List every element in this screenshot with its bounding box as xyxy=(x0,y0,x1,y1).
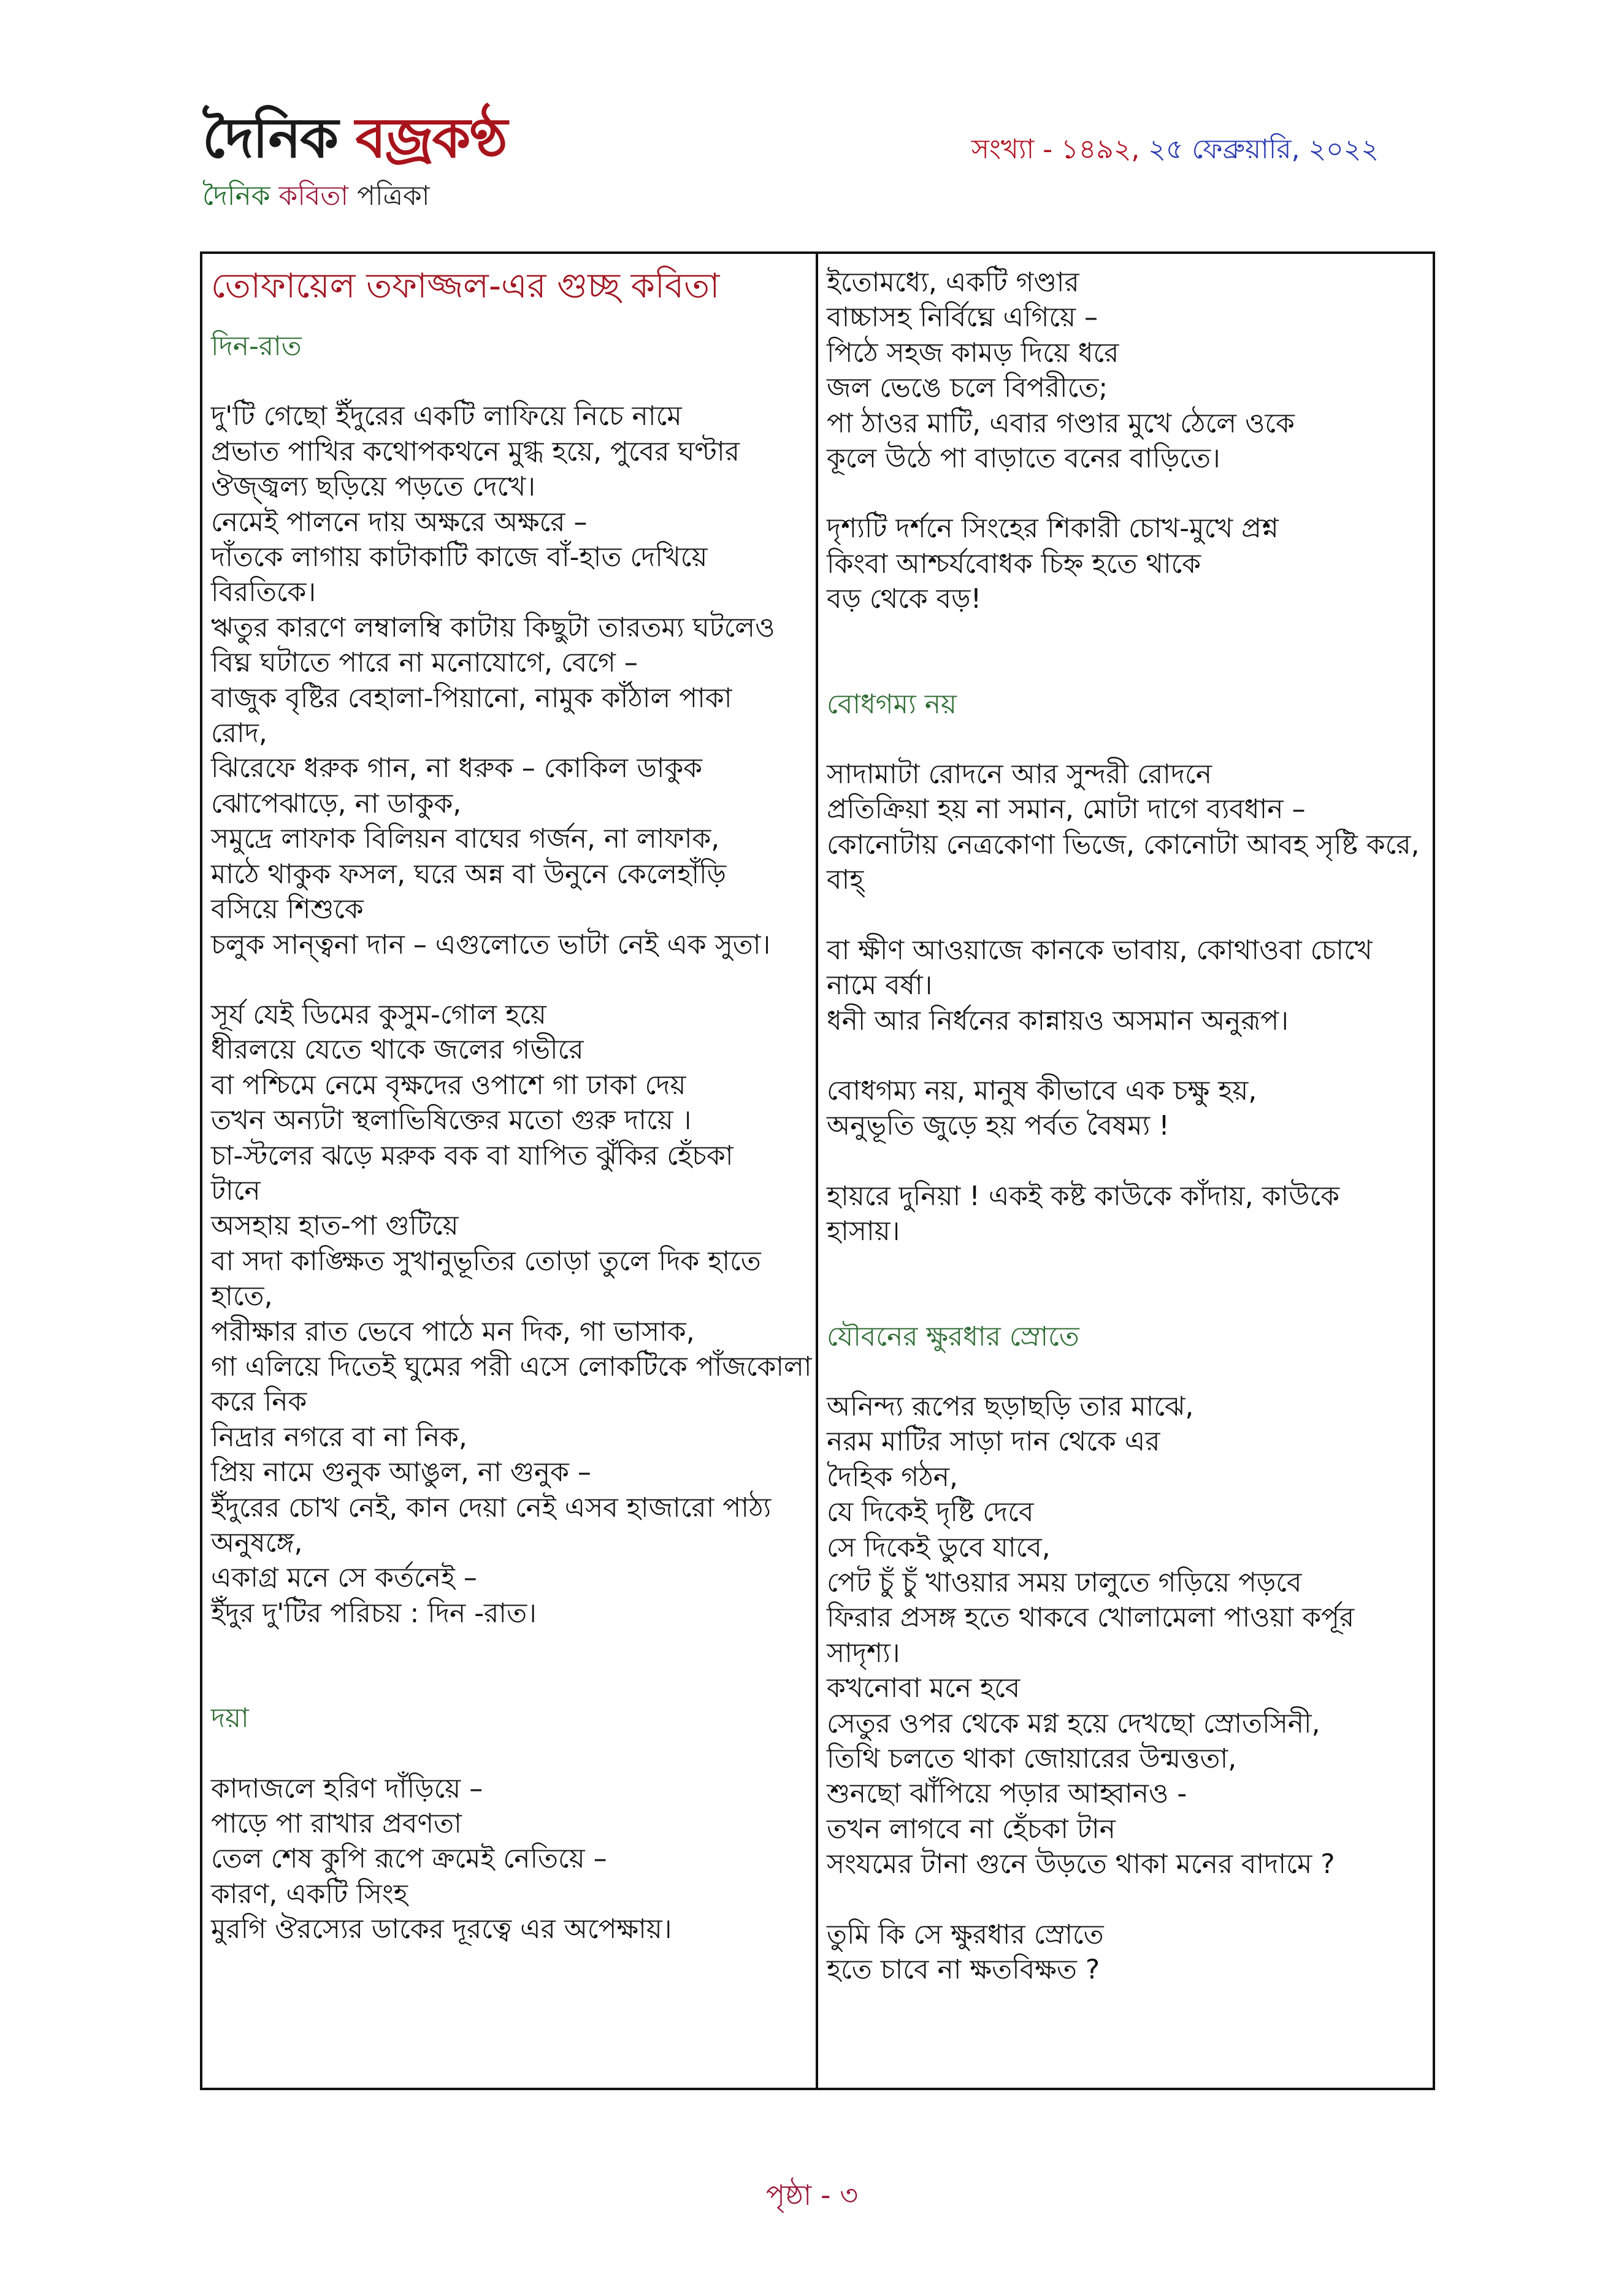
poem-line: সাদৃশ্য। xyxy=(827,1637,900,1669)
poem-line: হাতে, xyxy=(211,1281,273,1312)
title-part-bajrakantha: বজ্রকণ্ঠ xyxy=(355,105,507,170)
issue-info xyxy=(971,129,1379,174)
poem-line: কিংবা আশ্চর্যবোধক চিহ্ন হতে থাকে xyxy=(827,548,1201,580)
poem-line: ঋতুর কারণে লম্বালম্বি কাটায় কিছুটা তারতম্য ঘটলেও xyxy=(211,611,775,643)
tagline xyxy=(202,175,507,220)
poem-line: কোনোটায় নেত্রকোণা ভিজে, কোনোটা আবহ সৃষ্টি করে, xyxy=(827,829,1420,860)
poem-line: তখন লাগবে না হেঁচকা টান xyxy=(827,1813,1116,1845)
poem-line: ফিরার প্রসঙ্গ হতে থাকবে খোলামেলা পাওয়া কর্পূর xyxy=(827,1602,1355,1634)
poem-heading-daya: দয়া xyxy=(211,1703,249,1734)
poem-line: পেট চুঁ চুঁ খাওয়ার সময় ঢালুতে গড়িয়ে পড়বে xyxy=(827,1566,1302,1598)
poem-line: তুমি কি সে ক্ষুরধার স্রোতে xyxy=(827,1918,1104,1950)
poem-line: কখনোবা মনে হবে xyxy=(827,1672,1021,1704)
poem-line: প্রতিক্রিয়া হয় না সমান, মোটা দাগে ব্যবধান – xyxy=(827,794,1306,826)
column-divider xyxy=(816,251,818,2090)
spacer xyxy=(827,652,1425,687)
poem-line: পিঠে সহজ কামড় দিয়ে ধরে xyxy=(827,337,1119,369)
masthead xyxy=(202,104,507,220)
poem-line: পাড়ে পা রাখার প্রবণতা xyxy=(211,1808,462,1840)
spacer xyxy=(211,1666,809,1701)
poem-line: পা ঠাওর মাটি, এবার গণ্ডার মুখে ঠেলে ওকে xyxy=(827,407,1295,439)
poem-line: সেতুর ওপর থেকে মগ্ন হয়ে দেখছো স্রোতসিনী, xyxy=(827,1707,1320,1739)
poem-line: করে নিক xyxy=(211,1386,307,1418)
left-column xyxy=(211,265,812,1982)
poem-line: নেমেই পালনে দায় অক্ষরে অক্ষরে – xyxy=(211,506,588,538)
poem-line: বাজুক বৃষ্টির বেহালা-পিয়ানো, নামুক কাঁঠাল পাকা xyxy=(211,682,732,714)
poem-line: বোধগম্য নয়, মানুষ কীভাবে এক চক্ষু হয়, xyxy=(827,1075,1257,1106)
poem-line: বড় থেকে বড়! xyxy=(827,583,982,615)
poem-line: তেল শেষ কুপি রূপে ক্রমেই নেতিয়ে – xyxy=(211,1843,607,1875)
poem-line: চলুক সান্ত্বনা দান – এগুলোতে ভাটা নেই এক সুতা। xyxy=(211,929,771,960)
poem-stanza xyxy=(827,1073,1425,1144)
poem-stanza xyxy=(211,399,809,962)
poem-stanza xyxy=(211,1771,809,1947)
poem-line: শুনছো ঝাঁপিয়ে পড়ার আহ্বানও - xyxy=(827,1778,1187,1810)
poem-line: হাসায়। xyxy=(827,1216,900,1247)
poem-line: মুরগি ঔরস্যের ডাকের দূরত্বে এর অপেক্ষায়। xyxy=(211,1914,672,1945)
poem-line: নরম মাটির সাড়া দান থেকে এর xyxy=(827,1426,1160,1458)
poem-line: প্রভাত পাখির কথোপকথনে মুগ্ধ হয়ে, পুবের ঘণ্টার xyxy=(211,435,740,467)
poem-line: বাচ্চাসহ নির্বিঘ্নে এগিয়ে – xyxy=(827,302,1098,334)
poem-line: বসিয়ে শিশুকে xyxy=(211,894,364,925)
page-number: পৃষ্ঠা - ৩ xyxy=(765,2178,859,2212)
poem-stanza xyxy=(827,1389,1425,1882)
poem-stanza xyxy=(827,265,1425,476)
poem-line: হায়রে দুনিয়া ! একই কষ্ট কাউকে কাঁদায়, কাউকে xyxy=(827,1180,1340,1212)
tagline-part-1: দৈনিক xyxy=(202,180,279,212)
poem-line: তিথি চলতে থাকা জোয়ারের উন্মত্ততা, xyxy=(827,1743,1237,1774)
spacer xyxy=(827,1284,1425,1319)
poem-line: ঝিরেফে ধরুক গান, না ধরুক – কোকিল ডাকুক xyxy=(211,753,703,784)
poem-line: কারণ, একটি সিংহ xyxy=(211,1878,408,1910)
poem-stanza xyxy=(827,1917,1425,1988)
poem-line: ঔজ্জ্বল্য ছড়িয়ে পড়তে দেখে। xyxy=(211,471,535,503)
poem-line: ইতোমধ্যে, একটি গণ্ডার xyxy=(827,267,1079,298)
poem-line: দাঁতকে লাগায় কাটাকাটি কাজে বাঁ-হাত দেখিয়ে xyxy=(211,542,708,573)
poem-line: বা ক্ষীণ আওয়াজে কানকে ভাবায়, কোথাওবা চোখে xyxy=(827,934,1373,966)
poem-line: যে দিকেই দৃষ্টি দেবে xyxy=(827,1496,1034,1528)
poem-heading-joubaner-khurodhar-srote: যৌবনের ক্ষুরধার স্রোতে xyxy=(827,1320,1079,1352)
tagline-part-2: কবিতা xyxy=(278,180,349,212)
poem-line: একাগ্র মনে সে কর্তনেই – xyxy=(211,1562,477,1594)
poem-line: নামে বর্ষা। xyxy=(827,970,933,1002)
poem-line: ধীরলয়ে যেতে থাকে জলের গভীরে xyxy=(211,1034,584,1066)
poem-heading-bodhogommo-noy: বোধগম্য নয় xyxy=(827,688,957,720)
poem-line: ধনী আর নির্ধনের কান্নায়ও অসমান অনুরূপ। xyxy=(827,1005,1289,1036)
poem-line: অনুভূতি জুড়ে হয় পর্বত বৈষম্য ! xyxy=(827,1110,1170,1142)
poem-line: বা সদা কাঙ্ক্ষিত সুখানুভূতির তোড়া তুলে দিক হাতে xyxy=(211,1245,761,1277)
poem-heading-din-rat: দিন-রাত xyxy=(211,331,302,362)
poem-line: অসহায় হাত-পা গুটিয়ে xyxy=(211,1210,459,1242)
poem-line: দৃশ্যটি দর্শনে সিংহের শিকারী চোখ-মুখে প্রশ্ন xyxy=(827,513,1279,545)
poem-line: ইঁদুর দু'টির পরিচয় : দিন -রাত। xyxy=(211,1597,537,1629)
poem-line: বিরতিকে। xyxy=(211,577,316,608)
poem-line: রোদ, xyxy=(211,718,267,749)
poem-line: সাদামাটা রোদনে আর সুন্দরী রোদনে xyxy=(827,759,1212,791)
poem-line: সে দিকেই ডুবে যাবে, xyxy=(827,1531,1051,1563)
poem-line: কাদাজলে হরিণ দাঁড়িয়ে – xyxy=(211,1772,483,1804)
newspaper-title xyxy=(202,104,507,172)
poem-line: অনুষঙ্গে, xyxy=(211,1527,303,1558)
poem-line: চা-স্টলের ঝড়ে মরুক বক বা যাপিত ঝুঁকির হেঁচকা xyxy=(211,1140,733,1171)
right-column xyxy=(827,265,1425,2022)
poem-line: প্রিয় নামে গুনুক আঙুল, না গুনুক – xyxy=(211,1457,591,1488)
issue-number: সংখ্যা - ১৪৯২, xyxy=(971,134,1149,165)
poem-line: বা পশ্চিমে নেমে বৃক্ষদের ওপাশে গা ঢাকা দেয় xyxy=(211,1069,686,1101)
poem-stanza xyxy=(827,1179,1425,1249)
poem-line: দৈহিক গঠন, xyxy=(827,1461,958,1493)
poem-stanza xyxy=(827,933,1425,1038)
article-title: তোফায়েল তফাজ্জল-এর গুচ্ছ কবিতা xyxy=(211,266,720,306)
poem-line: হতে চাবে না ক্ষতবিক্ষত ? xyxy=(827,1954,1100,1986)
poem-stanza xyxy=(827,757,1425,898)
poem-line: ঝোপেঝাড়ে, না ডাকুক, xyxy=(211,787,462,819)
poem-line: নিদ্রার নগরে বা না নিক, xyxy=(211,1421,467,1453)
poem-line: সমুদ্রে লাফাক বিলিয়ন বাঘের গর্জন, না লাফাক, xyxy=(211,823,720,855)
poem-line: অনিন্দ্য রূপের ছড়াছড়ি তার মাঝে, xyxy=(827,1390,1194,1422)
poem-line: মাঠে থাকুক ফসল, ঘরে অন্ন বা উনুনে কেলেহাঁড়ি xyxy=(211,858,727,890)
poem-line: পরীক্ষার রাত ভেবে পাঠে মন দিক, গা ভাসাক, xyxy=(211,1316,695,1347)
poem-line: দু'টি গেছো ইঁদুরের একটি লাফিয়ে নিচে নামে xyxy=(211,400,682,432)
poem-stanza xyxy=(827,511,1425,616)
poem-line: বাহ্ xyxy=(827,864,864,896)
poem-line: তখন অন্যটা স্থলাভিষিক্তের মতো গুরু দায়ে । xyxy=(211,1105,692,1136)
poem-line: গা এলিয়ে দিতেই ঘুমের পরী এসে লোকটিকে পাঁজকোলা xyxy=(211,1351,812,1382)
title-part-dainik: দৈনিক xyxy=(202,105,356,170)
poem-line: সংযমের টানা গুনে উড়তে থাকা মনের বাদামে ? xyxy=(827,1849,1335,1880)
poem-stanza xyxy=(211,997,812,1631)
poem-line: টানে xyxy=(211,1174,261,1206)
issue-date: ২৫ ফেব্রুয়ারি, ২০২২ xyxy=(1148,134,1379,165)
poem-line: কূলে উঠে পা বাড়াতে বনের বাড়িতে। xyxy=(827,443,1220,475)
tagline-part-3: পত্রিকা xyxy=(348,180,430,212)
poem-line: সূর্য যেই ডিমের কুসুম-গোল হয়ে xyxy=(211,998,546,1030)
poem-line: জল ভেঙে চলে বিপরীতে; xyxy=(827,372,1108,404)
poem-line: ইঁদুরের চোখ নেই, কান দেয়া নেই এসব হাজারো পাঠ্য xyxy=(211,1492,772,1523)
poem-line: বিঘ্ন ঘটাতে পারে না মনোযোগে, বেগে – xyxy=(211,647,638,679)
